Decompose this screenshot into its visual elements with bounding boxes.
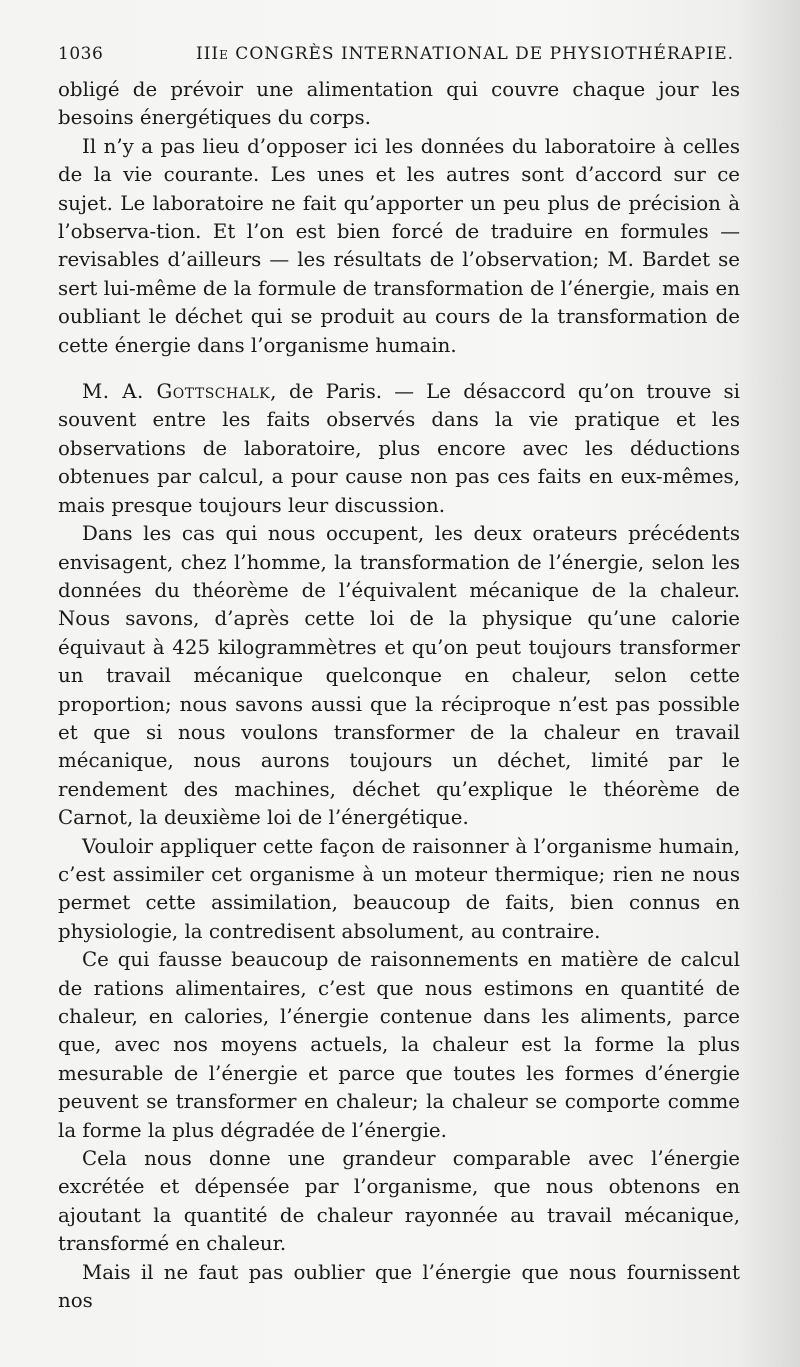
body-text — [58, 76, 740, 1315]
paragraph-4: Dans les cas qui nous occupent, les deux orateurs précédents envisagent, chez l’homme, la transformation de l’énergie, selon les données du théorème de l’équivalent mécanique de la chaleur. Nous savons, d’après cette loi de la physique qu’une calorie équivaut à 425 kilogrammètres et qu’on peut toujours transformer un travail mécanique quelconque en chaleur, selon cette proportion; nous savons aussi que la réciproque n’est pas possible et que si nous voulons transformer de la chaleur en travail mécanique, nous aurons toujours un déchet, limité par le rendement des machines, déchet qu’explique le théorème de Carnot, la deuxième loi de l’énergétique. — [58, 522, 740, 830]
paragraph-6: Ce qui fausse beaucoup de raisonnements en matière de calcul de rations alimentaires, c’est que nous estimons en quantité de chaleur, en calories, l’énergie contenue dans les aliments, parce que, avec nos moyens actuels, la chaleur est la forme la plus mesurable de l’énergie et parce que toutes les formes d’énergie peuvent se transformer en chaleur; la chaleur se comporte comme la forme la plus dégradée de l’énergie. — [58, 948, 740, 1142]
paragraph-2: Il n’y a pas lieu d’opposer ici les données du laboratoire à celles de la vie courante. Les unes et les autres sont d’accord sur ce sujet. Le laboratoire ne fait qu’apporter un peu plus de précision à l’observa-tion. Et l’on est bien forcé de traduire en formules — revisables d’ailleurs — les résultats de l’observation; M. Bardet se sert lui-même de la formule de transformation de l’énergie, mais en oubliant le déchet qui se produit au cours de la transformation de cette énergie dans l’organisme humain. — [58, 134, 740, 357]
paragraph-1: obligé de prévoir une alimentation qui couvre chaque jour les besoins énergétiques du corps. — [58, 78, 740, 130]
paragraph-3 — [58, 378, 740, 520]
paragraph-7: Cela nous donne une grandeur comparable avec l’énergie excrétée et dépensée par l’organisme, que nous obtenons en ajoutant la quantité de chaleur rayonnée au travail mécanique, transformé en chaleur. — [58, 1147, 740, 1256]
paragraph-3-text: de Paris. — Le désaccord qu’on trouve si souvent entre les faits observés dans la vie pratique et les observations de laboratoire, plus encore avec les déductions obtenues par calcul, a pour cause non pas ces faits en eux-mêmes, mais presque toujours leur discussion. — [58, 380, 740, 517]
speaker-name: M. A. Gottschalk, — [82, 380, 277, 404]
paragraph-8: Mais il ne faut pas oublier que l’énergie que nous fournissent nos — [58, 1260, 740, 1313]
paragraph-5: Vouloir appliquer cette façon de raisonner à l’organisme humain, c’est assimiler cet organisme à un moteur thermique; rien ne nous permet cette assimilation, beaucoup de faits, bien connus en physiologie, la contredisent absolument, au contraire. — [58, 834, 740, 943]
page-number: 1036 — [58, 44, 104, 64]
running-title: IIIe CONGRÈS INTERNATIONAL DE PHYSIOTHÉRAPIE. — [196, 44, 735, 64]
running-head — [58, 44, 738, 68]
